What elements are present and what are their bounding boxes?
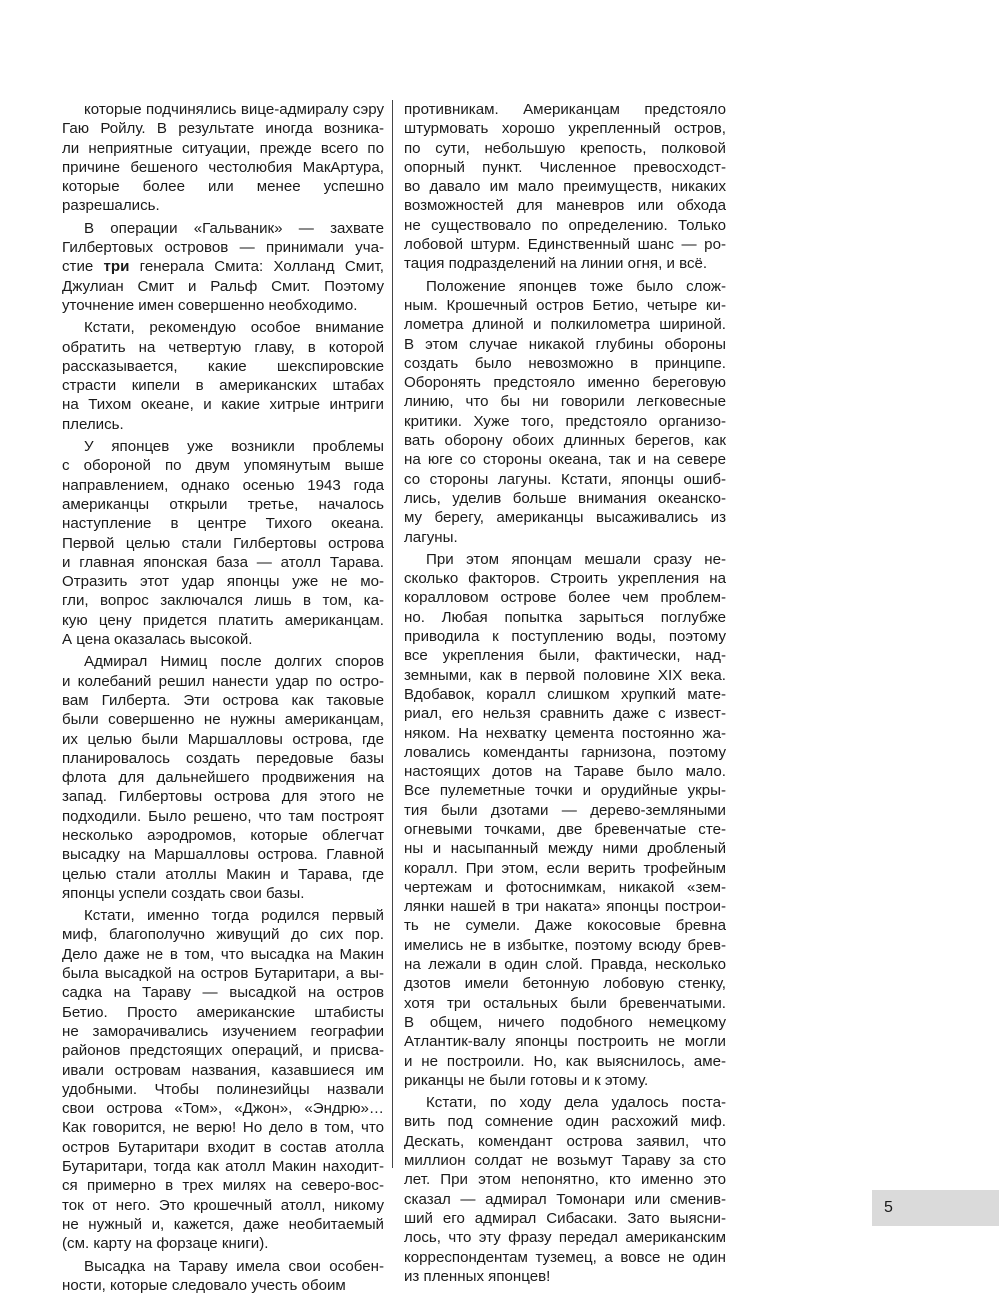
- text-line: лись, уделив больше внимания океанско-: [404, 489, 726, 507]
- text-line: по сути, небольшую крепость, полковой: [404, 139, 726, 157]
- text-line: остров Бутаритари входит в состав атолла: [62, 1138, 384, 1156]
- text-line: не существовало по определению. Только: [404, 216, 726, 234]
- text-line: Отразить этот удар японцы уже не мо-: [62, 573, 384, 591]
- text-line: были совершенно не нужны американцам,: [62, 711, 384, 729]
- text-line: возможностей для маневров или обхода: [404, 197, 726, 215]
- right-column: [404, 100, 726, 1286]
- paragraph: [62, 437, 384, 649]
- text-line: Гаю Ройлу. В результате иногда возника-: [62, 120, 384, 138]
- text-line: гли, вопрос заключался лишь в том, ка-: [62, 592, 384, 610]
- text-line: и колебаний решил нанести удар по остро-: [62, 672, 384, 690]
- text-line: тия были дзотами — дерево-земляными: [404, 801, 726, 819]
- text-line: не заморачивались изучением географии: [62, 1022, 384, 1040]
- text-line: сколько факторов. Строить укрепления на: [404, 570, 726, 588]
- text-line: земными, как в первой половине XIX века.: [404, 666, 726, 684]
- text-line: риал, его нельзя сравнить даже с извест-: [404, 705, 726, 723]
- text-line: несколько аэродромов, которые облегчат: [62, 826, 384, 844]
- text-line: целью стали атоллы Макин и Тарава, где: [62, 865, 384, 883]
- text-line: обратить на четвертую главу, в которой: [62, 338, 384, 356]
- text-line: Кстати, именно тогда родился первый: [84, 907, 384, 925]
- text-line: вам Гилберта. Эти острова как таковые: [62, 691, 384, 709]
- paragraph: [404, 277, 726, 547]
- text-line: которые подчинялись вице-адмиралу сэру: [84, 101, 384, 118]
- text-line: В операции «Гальваник» — захвате: [84, 219, 384, 237]
- text-line: ли неприятные ситуации, прежде всего по: [62, 139, 384, 157]
- text-line: линию, что бы ни говорили легковесные: [404, 393, 726, 411]
- text-line: на юге со стороны океана, так и на севере: [404, 451, 726, 469]
- text-line: Атлантик-валу японцы построить не могли: [404, 1033, 726, 1051]
- text-line: Высадка на Тараву имела свои особен-: [84, 1257, 384, 1275]
- text-line: дзотов имели бетонную лобовую стенку,: [404, 975, 726, 993]
- text-line: коралл. При этом, если верить трофейным: [404, 859, 726, 877]
- text-line: Дело даже не в том, что высадка на Макин: [62, 945, 384, 963]
- text-line: и не построили. Но, как выяснилось, аме-: [404, 1052, 726, 1070]
- text-line: тация подразделений на линии огня, и всё.: [404, 255, 708, 273]
- text-line: риканцы не были готовы и к этому.: [404, 1071, 649, 1089]
- text-line: создать было невозможно в принципе.: [404, 354, 726, 372]
- text-line: и главная японская база — атолл Тарава.: [62, 553, 384, 571]
- text-line: имелись не в избытке, поэтому всюду брев-: [404, 936, 726, 954]
- text-line: штурмовать хорошо укрепленный остров,: [404, 120, 726, 138]
- text-line: миллион солдат не возьмут Тараву за сто: [404, 1152, 726, 1170]
- text-line: вать оборону обоих длинных берегов, как: [404, 432, 726, 450]
- text-line: Бутаритари, тогда как атолл Макин находит-: [62, 1158, 384, 1176]
- text-line: опорный пункт. Численное превосходст-: [404, 158, 726, 176]
- paragraph: [404, 1093, 726, 1286]
- text-line: высадку на Маршалловы острова. Главной: [62, 846, 384, 864]
- text-line: Как говорится, не верю! Но дело в том, что: [62, 1119, 384, 1137]
- text-line: рассказывается, какие шекспировские: [62, 357, 384, 375]
- text-line: противникам. Американцам предстояло: [404, 101, 726, 118]
- text-line: со стороны лагуны. Кстати, японцы ошиб-: [404, 470, 726, 488]
- text-line: планировалось создать передовые базы: [62, 749, 384, 767]
- text-line: настоящих дотов на Тараве было мало.: [404, 763, 726, 781]
- text-line: из пленных японцев!: [404, 1267, 551, 1285]
- text-line: разрешались.: [62, 197, 160, 215]
- text-line: садка на Тараву — высадкой на остров: [62, 984, 384, 1002]
- text-line: У японцев уже возникли проблемы: [84, 438, 384, 456]
- text-line: Адмирал Нимиц после долгих споров: [84, 653, 384, 671]
- text-line: В общем, ничего подобного немецкому: [404, 1013, 726, 1031]
- text-line: но. Любая попытка зарыться поглубже: [404, 608, 726, 626]
- text-line: плелись.: [62, 415, 124, 433]
- text-line: свои острова «Том», «Джон», «Эндрю»…: [62, 1100, 384, 1118]
- column-divider: [392, 100, 393, 1168]
- text-line: на Тихом океане, и какие хитрые интриги: [62, 396, 384, 414]
- text-line: При этом японцам мешали сразу не-: [426, 550, 726, 568]
- text-line: критики. Хуже того, предстояло организо-: [404, 412, 726, 430]
- text-line: Дескать, комендант острова заявил, что: [404, 1132, 726, 1150]
- text-line: му берегу, американцы высаживались из: [404, 509, 726, 527]
- text-line: их целью были Маршалловы острова, где: [62, 730, 384, 748]
- text-line: кую цену придется платить американцам.: [62, 611, 384, 629]
- text-line: няком. На нехватку цемента постоянно жа-: [404, 724, 726, 742]
- text-line: лометра длиной и полкилометра шириной.: [404, 316, 726, 334]
- text-line: миф, благополучно живущий до сих пор.: [62, 926, 384, 944]
- text-line: Первой целью стали Гилбертовы острова: [62, 534, 384, 552]
- text-line: приводила к поступлению воды, поэтому: [404, 628, 726, 646]
- paragraph: [62, 100, 384, 216]
- text-line: лобовой штурм. Единственный шанс — ро-: [404, 236, 726, 254]
- text-line: Кстати, по ходу дела удалось поста-: [426, 1094, 726, 1112]
- text-line: ны и насыпанный между ними дробленый: [404, 840, 726, 858]
- page-number: 5: [872, 1190, 999, 1226]
- text-line: хотя три остальных были бревенчатыми.: [404, 994, 726, 1012]
- text-line: страсти кипели в американских штабах: [62, 377, 384, 395]
- paragraph: [404, 550, 726, 1090]
- text-line: стие три генерала Смита: Холланд Смит,: [62, 258, 384, 276]
- text-line: А цена оказалась высокой.: [62, 631, 253, 649]
- text-line: ным. Крошечный остров Бетио, четыре ки-: [404, 296, 726, 314]
- text-line: Положение японцев тоже было слож-: [426, 277, 726, 295]
- text-line: Вдобавок, коралл слишком хрупкий мате-: [404, 685, 726, 703]
- paragraph: [62, 219, 384, 315]
- text-line: ть не сумели. Даже кокосовые бревна: [404, 917, 726, 935]
- text-line: Все пулеметные точки и орудийные укры-: [404, 782, 726, 800]
- text-line: лагуны.: [404, 528, 458, 546]
- text-line: подходили. Было решено, что там построят: [62, 807, 384, 825]
- text-line: Бетио. Просто американские штабисты: [62, 1003, 384, 1021]
- text-line: огневыми точками, две бревенчатые сте-: [404, 820, 726, 838]
- text-line: во давало им мало преимуществ, никаких: [404, 178, 726, 196]
- text-line: причине бешеного честолюбия МакАртура,: [62, 158, 384, 176]
- paragraph: [62, 318, 384, 434]
- text-line: ший его адмирал Сибасаки. Зато выясни-: [404, 1209, 726, 1227]
- text-line: ловались коменданты гарнизона, поэтому: [404, 743, 726, 761]
- text-line: ивали островам названия, казавшиеся им: [62, 1061, 384, 1079]
- text-line: коралловом острове более чем проблем-: [404, 589, 726, 607]
- text-line: не нужный и, кажется, даже необитаемый: [62, 1215, 384, 1233]
- text-line: направлением, однако осенью 1943 года: [62, 476, 384, 494]
- text-line: на лежали в один слой. Правда, несколько: [404, 956, 726, 974]
- text-line: лет. При этом непонятно, кто именно это: [404, 1171, 726, 1189]
- text-line: наступление в центре Тихого океана.: [62, 515, 384, 533]
- text-line: Оборонять предстояло именно береговую: [404, 374, 726, 392]
- text-line: Гилбертовых островов — принимали уча-: [62, 239, 384, 257]
- text-line: (см. карту на форзаце книги).: [62, 1235, 269, 1253]
- text-line: была высадкой на остров Бутаритари, а вы-: [62, 965, 384, 983]
- text-line: американцы открыли третье, началось: [62, 495, 384, 513]
- text-line: лось, что эту фразу передал американским: [404, 1229, 726, 1247]
- text-line: лянки нашей в три наката» японцы построи-: [404, 898, 726, 916]
- paragraph: [62, 652, 384, 903]
- text-line: районов предстоящих операций, и присва-: [62, 1042, 384, 1060]
- text-line: ности, которые следовало учесть обоим: [62, 1276, 346, 1294]
- text-line: сказал — адмирал Томонари или сменив-: [404, 1190, 726, 1208]
- text-line: флота для дальнейшего продвижения на: [62, 769, 384, 787]
- paragraph: [62, 1257, 384, 1296]
- text-line: корреспондентам туземец, а вовсе не один: [404, 1248, 726, 1266]
- text-line: ток от него. Это крошечный атолл, никому: [62, 1196, 384, 1214]
- text-line: японцы успели создать свои базы.: [62, 884, 305, 902]
- text-line: чертежам и фотоснимкам, никакой «зем-: [404, 878, 726, 896]
- paragraph: [404, 100, 726, 274]
- text-line: вить под сомнение один расхожий миф.: [404, 1113, 726, 1131]
- emphasis: три: [103, 258, 130, 276]
- text-line: уточнение имен совершенно необходимо.: [62, 296, 358, 314]
- text-line: удобными. Чтобы полинезийцы назвали: [62, 1080, 384, 1098]
- text-line: которые более или менее успешно: [62, 178, 384, 196]
- paragraph: [62, 906, 384, 1253]
- text-line: Джулиан Смит и Ральф Смит. Поэтому: [62, 277, 384, 295]
- text-line: ся примерно в трех милях на северо-вос-: [62, 1177, 384, 1195]
- text-line: В этом случае никакой глубины обороны: [404, 335, 726, 353]
- left-column: [62, 100, 384, 1295]
- text-line: запад. Гилбертовы острова для этого не: [62, 788, 384, 806]
- text-line: Кстати, рекомендую особое внимание: [84, 319, 384, 337]
- text-line: с обороной по двум упомянутым выше: [62, 457, 384, 475]
- text-line: все укрепления были, фактически, над-: [404, 647, 726, 665]
